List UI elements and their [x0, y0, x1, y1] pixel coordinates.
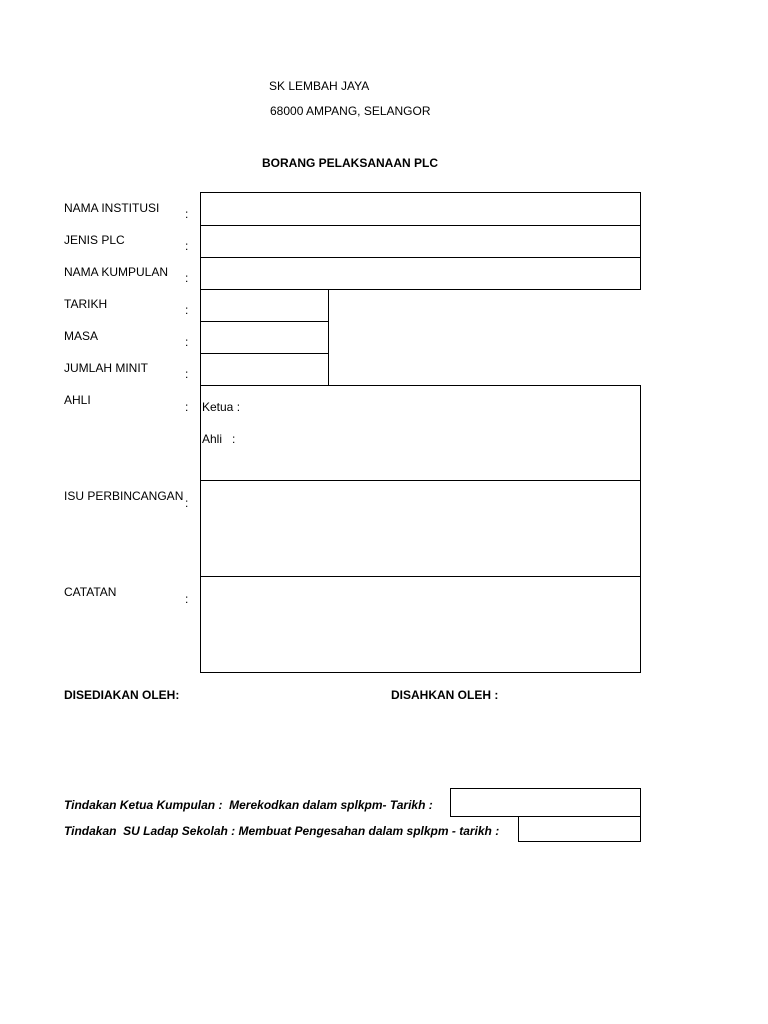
colon-ahli: : — [185, 400, 189, 414]
label-jenis-plc: JENIS PLC — [64, 233, 125, 247]
school-address: 68000 AMPANG, SELANGOR — [270, 104, 431, 118]
form-title: BORANG PELAKSANAAN PLC — [262, 156, 439, 170]
colon-nama-institusi: : — [185, 207, 189, 221]
ahli-field[interactable] — [200, 385, 641, 482]
tindakan-ketua-kumpulan: Tindakan Ketua Kumpulan : Merekodkan dalam splkpm- Tarikh : — [64, 798, 433, 812]
label-ahli: AHLI — [64, 393, 91, 407]
colon-isu-perbincangan: : — [185, 496, 189, 510]
label-jumlah-minit: JUMLAH MINIT — [64, 361, 148, 375]
label-nama-kumpulan: NAMA KUMPULAN — [64, 265, 169, 279]
label-nama-institusi: NAMA INSTITUSI — [64, 201, 160, 215]
colon-masa: : — [185, 335, 189, 349]
catatan-field[interactable] — [200, 576, 641, 673]
school-name: SK LEMBAH JAYA — [269, 79, 370, 93]
jumlah-minit-field[interactable] — [200, 353, 329, 386]
tindakan-su-tarikh-field[interactable] — [518, 816, 641, 842]
nama-institusi-field[interactable] — [200, 192, 641, 226]
jenis-plc-field[interactable] — [200, 225, 641, 258]
ahli-label: Ahli : — [202, 432, 236, 446]
colon-nama-kumpulan: : — [185, 271, 189, 285]
tarikh-field[interactable] — [200, 289, 329, 322]
tindakan-su-ladap: Tindakan SU Ladap Sekolah : Membuat Pengesahan dalam splkpm - tarikh : — [64, 824, 500, 838]
colon-jumlah-minit: : — [185, 367, 189, 381]
label-isu-perbincangan: ISU PERBINCANGAN — [64, 489, 184, 503]
ketua-label: Ketua : — [202, 400, 241, 414]
colon-jenis-plc: : — [185, 239, 189, 253]
label-catatan: CATATAN — [64, 585, 117, 599]
masa-field[interactable] — [200, 321, 329, 354]
nama-kumpulan-field[interactable] — [200, 257, 641, 290]
tindakan-ketua-tarikh-field[interactable] — [450, 788, 641, 817]
colon-catatan: : — [185, 592, 189, 606]
label-tarikh: TARIKH — [64, 297, 108, 311]
disahkan-oleh-label: DISAHKAN OLEH : — [391, 688, 499, 702]
colon-tarikh: : — [185, 303, 189, 317]
disediakan-oleh-label: DISEDIAKAN OLEH: — [64, 688, 180, 702]
label-masa: MASA — [64, 329, 99, 343]
isu-perbincangan-field[interactable] — [200, 480, 641, 578]
